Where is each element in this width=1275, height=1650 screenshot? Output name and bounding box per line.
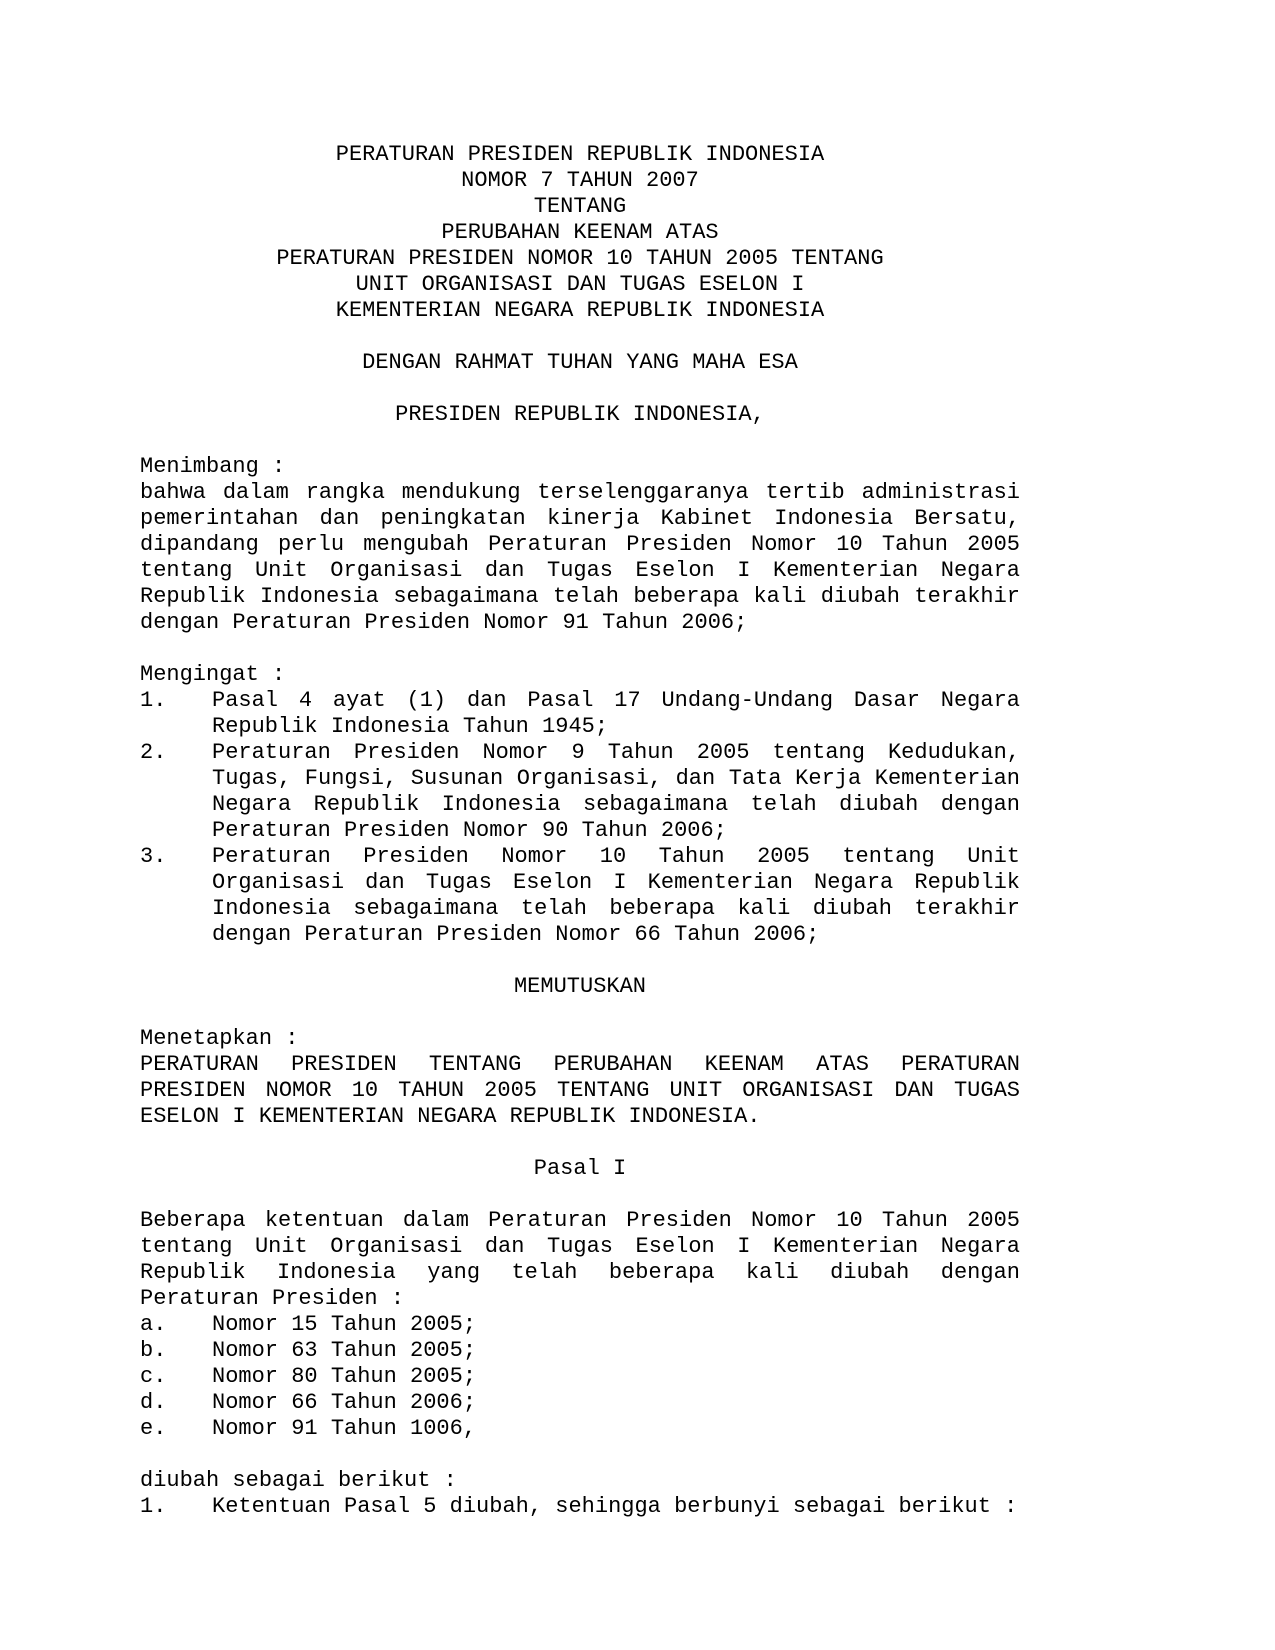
menimbang-label: Menimbang :: [140, 454, 286, 479]
mengingat-item-2-number: 2.: [140, 740, 167, 765]
change-item-1: [140, 1494, 1020, 1520]
pasal-heading: Pasal I: [533, 1156, 627, 1181]
invocation-line: DENGAN RAHMAT TUHAN YANG MAHA ESA: [362, 350, 798, 375]
title-line-1: PERATURAN PRESIDEN REPUBLIK INDONESIA: [335, 142, 825, 167]
title-line-6: UNIT ORGANISASI DAN TUGAS ESELON I: [355, 272, 805, 297]
amendment-item-d: [140, 1390, 1020, 1416]
change-item-1-number: 1.: [140, 1494, 167, 1519]
mengingat-item-3-text: Peraturan Presiden Nomor 10 Tahun 2005 tentang Unit Organisasi dan Tugas Eselon I Kementerian Negara Republik Indonesia sebagaimana telah beberapa kali diubah terakhir dengan Peraturan Presiden Nomor 66 Tahun 2006;: [212, 844, 1020, 947]
title-line-4: PERUBAHAN KEENAM ATAS: [441, 220, 719, 245]
document-title-block: [140, 142, 1020, 324]
amendment-item-d-letter: d.: [140, 1390, 167, 1415]
amendment-item-e-text: Nomor 91 Tahun 1006,: [212, 1416, 477, 1441]
memutuskan-heading: MEMUTUSKAN: [513, 974, 647, 999]
amendment-item-b-text: Nomor 63 Tahun 2005;: [212, 1338, 477, 1363]
mengingat-item-2-text: Peraturan Presiden Nomor 9 Tahun 2005 tentang Kedudukan, Tugas, Fungsi, Susunan Organisasi, dan Tata Kerja Kementerian Negara Republik Indonesia sebagaimana telah diubah dengan Peraturan Presiden Nomor 90 Tahun 2006;: [212, 740, 1020, 843]
amendment-item-c-letter: c.: [140, 1364, 167, 1389]
mengingat-item-3: [140, 844, 1020, 948]
title-line-7: KEMENTERIAN NEGARA REPUBLIK INDONESIA: [335, 298, 825, 323]
title-line-5: PERATURAN PRESIDEN NOMOR 10 TAHUN 2005 TENTANG: [276, 246, 884, 271]
amendment-item-d-text: Nomor 66 Tahun 2006;: [212, 1390, 477, 1415]
menimbang-body: bahwa dalam rangka mendukung terselenggaranya tertib administrasi pemerintahan dan peningkatan kinerja Kabinet Indonesia Bersatu, dipandang perlu mengubah Peraturan Presiden Nomor 10 Tahun 2005 tentang Unit Organisasi dan Tugas Eselon I Kementerian Negara Republik Indonesia sebagaimana telah beberapa kali diubah terakhir dengan Peraturan Presiden Nomor 91 Tahun 2006;: [140, 480, 1020, 635]
mengingat-item-2: [140, 740, 1020, 844]
mengingat-section: [140, 662, 1020, 948]
pasal-intro: Beberapa ketentuan dalam Peraturan Presiden Nomor 10 Tahun 2005 tentang Unit Organisasi dan Tugas Eselon I Kementerian Negara Republik Indonesia yang telah beberapa kali diubah dengan Peraturan Presiden :: [140, 1208, 1020, 1311]
title-line-3: TENTANG: [533, 194, 627, 219]
amendment-item-a-text: Nomor 15 Tahun 2005;: [212, 1312, 477, 1337]
mengingat-item-1-number: 1.: [140, 688, 167, 713]
amendment-item-a-letter: a.: [140, 1312, 167, 1337]
mengingat-item-3-number: 3.: [140, 844, 167, 869]
amendment-item-b-letter: b.: [140, 1338, 167, 1363]
amendment-item-e-letter: e.: [140, 1416, 167, 1441]
amendment-item-c-text: Nomor 80 Tahun 2005;: [212, 1364, 477, 1389]
title-line-2: NOMOR 7 TAHUN 2007: [461, 168, 699, 193]
change-item-1-text: Ketentuan Pasal 5 diubah, sehingga berbunyi sebagai berikut :: [212, 1494, 1018, 1519]
amendment-item-a: [140, 1312, 1020, 1338]
pasal-intro-section: [140, 1208, 1020, 1442]
mengingat-item-1: [140, 688, 1020, 740]
amendment-item-e: [140, 1416, 1020, 1442]
mengingat-label: Mengingat :: [140, 662, 286, 687]
closing-line: diubah sebagai berikut :: [140, 1468, 457, 1493]
menimbang-section: [140, 454, 1020, 636]
mengingat-item-1-text: Pasal 4 ayat (1) dan Pasal 17 Undang-Undang Dasar Negara Republik Indonesia Tahun 1945;: [212, 688, 1020, 739]
amendment-item-b: [140, 1338, 1020, 1364]
menetapkan-label: Menetapkan :: [140, 1026, 299, 1051]
issuer-line: PRESIDEN REPUBLIK INDONESIA,: [395, 402, 765, 427]
menetapkan-section: [140, 1026, 1020, 1130]
changes-section: [140, 1468, 1020, 1520]
amendment-item-c: [140, 1364, 1020, 1390]
menetapkan-body: PERATURAN PRESIDEN TENTANG PERUBAHAN KEENAM ATAS PERATURAN PRESIDEN NOMOR 10 TAHUN 2005 TENTANG UNIT ORGANISASI DAN TUGAS ESELON I KEMENTERIAN NEGARA REPUBLIK INDONESIA.: [140, 1052, 1020, 1129]
